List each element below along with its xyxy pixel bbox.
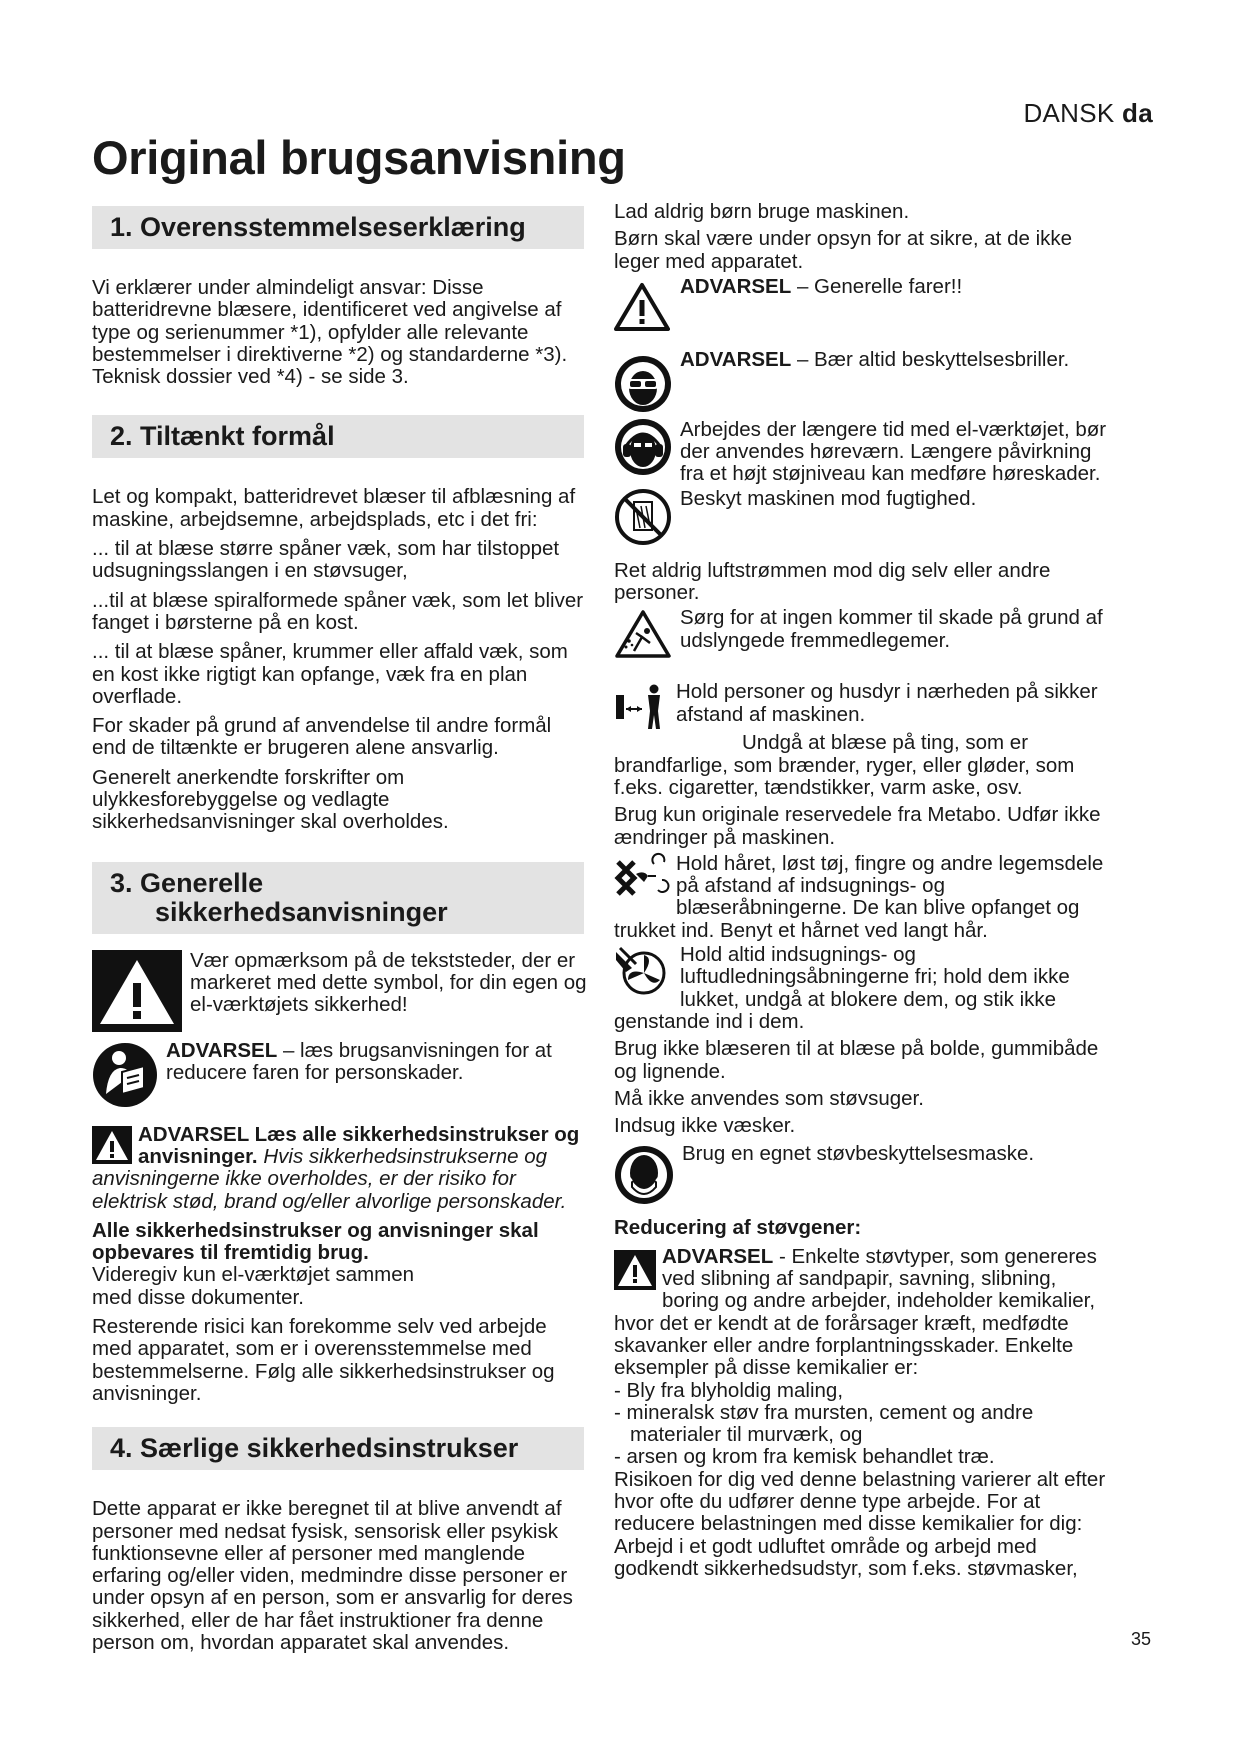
paragraph: Hold håret, løst tøj, fingre og andre legemsdele på afstand af indsugnings- og blæseråbningerne. De kan blive opfanget og trukket ind. Benyt et hårnet ved langt hår.	[614, 851, 1104, 942]
paragraph: Må ikke anvendes som støvsuger.	[614, 1086, 924, 1110]
paragraph: Videregiv kun el-værktøjet sammen	[92, 1263, 415, 1287]
warning-triangle-icon	[614, 282, 670, 332]
paragraph: Generelt anerkendte forskrifter om ulykkesforebyggelse og vedlagte sikkerhedsanvisninger skal overholdes.	[92, 765, 449, 834]
info-block	[614, 488, 1114, 560]
section-1-heading	[92, 206, 584, 249]
warning-block	[92, 1124, 588, 1220]
warning-block	[614, 349, 1114, 419]
list-item: - arsen og krom fra kemisk behandlet træ.	[614, 1445, 995, 1469]
language-label	[1023, 98, 1153, 129]
warning-label: ADVARSEL	[166, 1038, 278, 1062]
paragraph: ADVARSEL – Generelle farer!!	[680, 274, 963, 298]
section-number: 3.	[110, 867, 133, 898]
paragraph: Beskyt maskinen mod fugtighed.	[680, 486, 977, 510]
paragraph: Risikoen for dig ved denne belastning varierer alt efter hvor ofte du udfører denne type arbejde. For at reducere belastningen med disse kemikalier for dig: Arbejd i et godt udluftet område og arbejd med godkendt sikkerhedsudstyr, som f.eks. støvmasker,	[614, 1467, 1106, 1580]
list-item: - Bly fra blyholdig maling,	[614, 1378, 844, 1402]
warning-block	[614, 607, 1114, 675]
paragraph: Hold personer og husdyr i nærheden på sikker afstand af maskinen.	[676, 680, 1098, 726]
paragraph: Børn skal være under opsyn for at sikre, at de ikke leger med apparatet.	[614, 227, 1073, 273]
warning-block	[614, 1246, 1114, 1380]
paragraph: Alle sikkerhedsinstrukser og anvisninger skal opbevares til fremtidig brug.	[92, 1218, 539, 1265]
fan-suction-icon	[614, 946, 672, 998]
paragraph: ADVARSEL – læs brugsanvisningen for at reducere faren for personskader.	[166, 1038, 552, 1084]
right-column	[614, 201, 1114, 1580]
keep-distance-icon	[614, 683, 664, 731]
hearing-protection-icon	[614, 418, 672, 476]
info-block	[614, 1143, 1114, 1213]
paragraph: Lad aldrig børn bruge maskinen.	[614, 200, 910, 223]
document-title: Original brugsanvisning	[92, 131, 626, 184]
language-code: da	[1122, 98, 1153, 128]
info-block	[614, 681, 1114, 732]
paragraph: Hold altid indsugnings- og luftudledningsåbningerne fri; hold dem ikke lukket, undgå at blokere dem, og stik ikke genstande ind i dem.	[614, 943, 1070, 1033]
section-title: Generelle	[140, 867, 264, 898]
warning-block	[614, 853, 1114, 942]
warning-block	[92, 1040, 588, 1110]
warning-triangle-icon	[92, 1126, 132, 1164]
section-title-continued: sikkerhedsanvisninger	[155, 896, 448, 927]
section-title: Overensstemmelseserklæring	[140, 212, 526, 242]
subheading: Reducering af støvgener:	[614, 1216, 862, 1240]
paragraph: Sørg for at ingen kommer til skade på grund af udslyngede fremmedlegemer.	[680, 606, 1103, 652]
paragraph: Undgå at blæse på ting, som er brandfarlige, som brænder, ryger, eller gløder, som f.eks. cigaretter, tændstikker, varm aske, osv.	[614, 731, 1075, 799]
paragraph: Indsug ikke væsker.	[614, 1114, 796, 1138]
section-3-heading	[92, 862, 584, 934]
paragraph: Brug en egnet støvbeskyttelsesmaske.	[682, 1142, 1035, 1166]
paragraph: ADVARSEL Læs alle sikkerhedsinstrukser og anvisninger. Hvis sikkerhedsinstrukserne og anvisningerne ikke overholdes, er der risiko for elektrisk stød, brand og/eller alvorlige personskader.	[92, 1122, 580, 1213]
section-title: Særlige sikkerhedsinstrukser	[140, 1433, 519, 1464]
paragraph: ...til at blæse spiralformede spåner væk, som let bliver fanget i børsterne på en kost.	[92, 588, 584, 634]
left-column	[92, 206, 588, 1661]
paragraph: Vi erklærer under almindeligt ansvar: Disse batteridrevne blæsere, identificeret ved angivelse af type og serienummer *1), opfylder alle relevante bestemmelser i direktiverne *2) og standarderne *3). Teknisk dossier ved *4) - se side 3.	[92, 276, 568, 389]
section-4-heading	[92, 1427, 584, 1470]
paragraph: med disse dokumenter.	[92, 1285, 304, 1309]
section-number: 4.	[110, 1433, 133, 1464]
paragraph: Resterende risici kan forekomme selv ved arbejde med apparatet, som er i overensstemmelse med bestemmelserne. Følg alle sikkerhedsinstrukser og anvisninger.	[92, 1315, 555, 1405]
section-2-heading	[92, 415, 584, 458]
eye-protection-icon	[614, 355, 672, 413]
warning-block	[92, 950, 588, 1034]
paragraph: ... til at blæse spåner, krummer eller affald væk, som en kost ikke rigtigt kan opfange, væk fra en plan overflade.	[92, 640, 568, 708]
language-word: DANSK	[1023, 98, 1115, 128]
flying-debris-icon	[614, 609, 672, 659]
read-manual-icon	[92, 1042, 158, 1108]
list-item: - mineralsk støv fra mursten, cement og andre materialer til murværk, og	[614, 1400, 1034, 1447]
page-number: 35	[1131, 1629, 1152, 1649]
paragraph: Brug ikke blæseren til at blæse på bolde, gummibåde og lignende.	[614, 1037, 1099, 1083]
no-moisture-icon	[614, 488, 672, 546]
section-number: 2.	[110, 421, 133, 452]
paragraph: ... til at blæse større spåner væk, som har tilstoppet udsugningsslangen i en støvsuger,	[92, 537, 560, 583]
paragraph: ADVARSEL - Enkelte støvtyper, som genereres ved slibning af sandpapir, savning, slibning, boring og andre arbejder, indeholder kemikalier, hvor det er kendt at de forårsager kræft, medfødte skavanker eller andre forplantningsskader. Enkelte eksempler på disse kemikalier er:	[614, 1244, 1097, 1380]
section-title: Tiltænkt formål	[140, 421, 335, 452]
info-block	[614, 419, 1114, 486]
warning-triangle-icon	[92, 950, 182, 1032]
section-number: 1.	[110, 212, 133, 242]
warning-block	[614, 276, 1114, 346]
paragraph: Brug kun originale reservedele fra Metabo. Udfør ikke ændringer på maskinen.	[614, 803, 1101, 849]
paragraph: Arbejdes der længere tid med el-værktøjet, bør der anvendes høreværn. Længere påvirkning fra et højt støjniveau kan medføre høreskader.	[680, 417, 1107, 486]
warning-block	[614, 944, 1114, 1033]
paragraph: ADVARSEL – Bær altid beskyttelsesbriller.	[680, 347, 1070, 371]
dust-mask-icon	[614, 1143, 674, 1207]
paragraph: Dette apparat er ikke beregnet til at blive anvendt af personer med nedsat fysisk, sensorisk eller psykisk funktionsevne eller af personer med manglende erfaring og/eller viden, medmindre disse personer er under opsyn af en person, som er ansvarlig for deres sikkerhed, eller de har fået instruktioner fra denne person om, hvordan apparatet skal anvendes.	[92, 1497, 573, 1654]
entanglement-icon	[614, 852, 670, 900]
paragraph: Let og kompakt, batteridrevet blæser til afblæsning af maskine, arbejdsemne, arbejdsplads, etc i det fri:	[92, 485, 576, 531]
paragraph: Ret aldrig luftstrømmen mod dig selv eller andre personer.	[614, 558, 1051, 605]
warning-triangle-icon	[614, 1250, 656, 1290]
paragraph: Vær opmærksom på de tekststeder, der er markeret med dette symbol, for din egen og el-værktøjets sikkerhed!	[190, 948, 587, 1017]
paragraph: For skader på grund af anvendelse til andre formål end de tiltænkte er brugeren alene ansvarlig.	[92, 714, 552, 760]
